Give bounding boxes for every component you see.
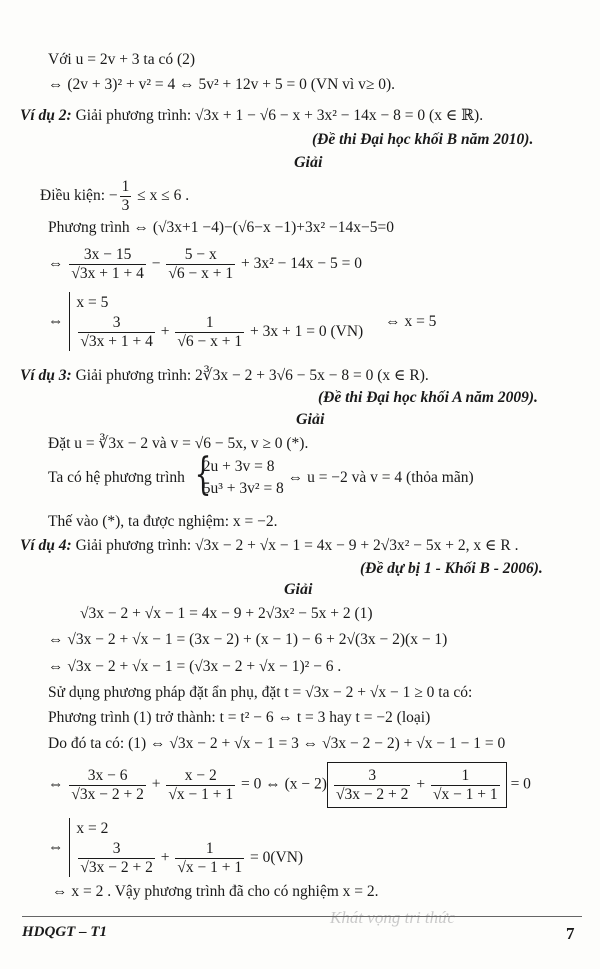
step-2: ⇔ √3x − 2 + √x − 1 = (3x − 2) + (x − 1) − 6 + 2√(3x − 2)(x − 1) — [48, 631, 448, 648]
example-3-text: Giải phương trình: 2∛3x − 2 + 3√6 − 5x − 8 = 0 (x ∈ R). — [71, 367, 429, 384]
example-3 — [20, 366, 429, 386]
final-line: ⇔ x = 2 . Vậy phương trình đã cho có nghiệm x = 2. — [52, 883, 379, 900]
example-4 — [20, 536, 518, 556]
example-2-text: Giải phương trình: √3x + 1 − √6 − x + 3x² − 14x − 8 = 0 (x ∈ ℝ). — [71, 107, 484, 124]
condition-range: ≤ x ≤ 6 . — [133, 187, 190, 205]
fraction-one-third: $\frac{1}{3}$ — [121, 178, 130, 214]
fraction-line-2: ⇔ $\frac{3x - 6}{√3x - 2 + 2}$ + $\frac{x - 2}{√x - 1 + 1}$ = 0 ⇔ (x − 2) $\frac{3}{√3x - 2 + 2}$ + $\frac{1}{√x - 1 + 1}$ = 0 — [48, 762, 531, 808]
equation-system: { 2u + 3v = 8 5u³ + 3v² = 8 — [191, 456, 284, 500]
case-bracket-2: x = 2 $\frac{3}{√3x - 2 + 2}$ + $\frac{1}{√x - 1 + 1}$ = 0(VN) — [69, 818, 303, 877]
result-line-3: Thế vào (*), ta được nghiệm: x = −2. — [48, 513, 278, 530]
step-3: ⇔ √3x − 2 + √x − 1 = (√3x − 2 + √x − 1)² − 6 . — [48, 658, 342, 675]
condition-line — [40, 178, 189, 215]
condition-text: Điều kiện: − — [40, 187, 118, 205]
example-2 — [20, 106, 483, 126]
solution-heading-1: Giải — [294, 154, 323, 171]
step-5: Phương trình (1) trở thành: t = t² − 6 ⇔ t = 3 hay t = −2 (loại) — [48, 709, 431, 726]
case-bracket-1: x = 5 $\frac{3}{√3x + 1 + 4}$ + $\frac{1}{√6 - x + 1}$ + 3x + 1 = 0 (VN) — [69, 292, 363, 351]
fraction-a: $\frac{3x - 15}{√3x + 1 + 4}$ — [71, 245, 144, 282]
line-1: Với u = 2v + 3 ta có (2) — [48, 51, 196, 68]
example-3-label: Ví dụ 3: — [20, 367, 72, 384]
fraction-b: $\frac{5 - x}{√6 - x + 1}$ — [168, 245, 234, 282]
example-2-source: (Đề thi Đại học khối B năm 2010). — [312, 131, 534, 148]
example-2-label: Ví dụ 2: — [20, 107, 72, 124]
page-number: 7 — [566, 924, 575, 943]
footer-rule — [22, 916, 582, 917]
step-6: Do đó ta có: (1) ⇔ √3x − 2 + √x − 1 = 3 ⇔ √3x − 2 − 2) + √x − 1 − 1 = 0 — [48, 735, 506, 752]
fraction-line-1: ⇔ $\frac{3x - 15}{√3x + 1 + 4}$ − $\frac{5 - x}{√6 - x + 1}$ + 3x² − 14x − 5 = 0 — [48, 245, 362, 282]
example-4-text: Giải phương trình: √3x − 2 + √x − 1 = 4x − 9 + 2√3x² − 5x + 2, x ∈ R . — [71, 537, 519, 554]
step-1: √3x − 2 + √x − 1 = 4x − 9 + 2√3x² − 5x + 2 (1) — [80, 605, 373, 622]
case-block-2: ⇔ x = 2 $\frac{3}{√3x - 2 + 2}$ + $\frac{1}{√x - 1 + 1}$ = 0(VN) — [48, 820, 304, 876]
case-block-1: ⇔ x = 5 $\frac{3}{√3x + 1 + 4}$ + $\frac{1}{√6 - x + 1}$ + 3x + 1 = 0 (VN) ⇔ x = 5 — [48, 294, 437, 350]
system-line: Ta có hệ phương trình { 2u + 3v = 8 5u³ + 3v² = 8 ⇔ u = −2 và v = 4 (thỏa mãn) — [48, 456, 474, 500]
step-4: Sử dụng phương pháp đặt ẩn phụ, đặt t = √3x − 2 + √x − 1 ≥ 0 ta có: — [48, 684, 473, 701]
watermark: Khát vọng tri thức — [330, 908, 455, 927]
solution-heading-3: Giải — [284, 581, 313, 598]
square-bracket-group: $\frac{3}{√3x - 2 + 2}$ + $\frac{1}{√x - 1 + 1}$ — [327, 762, 507, 808]
example-4-source: (Đề dự bị 1 - Khối B - 2006). — [360, 560, 543, 577]
footer-book-code: HDQGT – T1 — [22, 924, 107, 940]
example-4-label: Ví dụ 4: — [20, 537, 72, 554]
example-3-source: (Đề thi Đại học khối A năm 2009). — [318, 389, 538, 406]
transform-line: Phương trình ⇔ (√3x+1 −4)−(√6−x −1)+3x² −14x−5=0 — [48, 219, 394, 236]
solution-heading-2: Giải — [296, 411, 325, 428]
line-2: ⇔ (2v + 3)² + v² = 4 ⇔ 5v² + 12v + 5 = 0 (VN vì v≥ 0). — [48, 76, 395, 93]
substitution-line: Đặt u = ∛3x − 2 và v = √6 − 5x, v ≥ 0 (*). — [48, 435, 309, 452]
